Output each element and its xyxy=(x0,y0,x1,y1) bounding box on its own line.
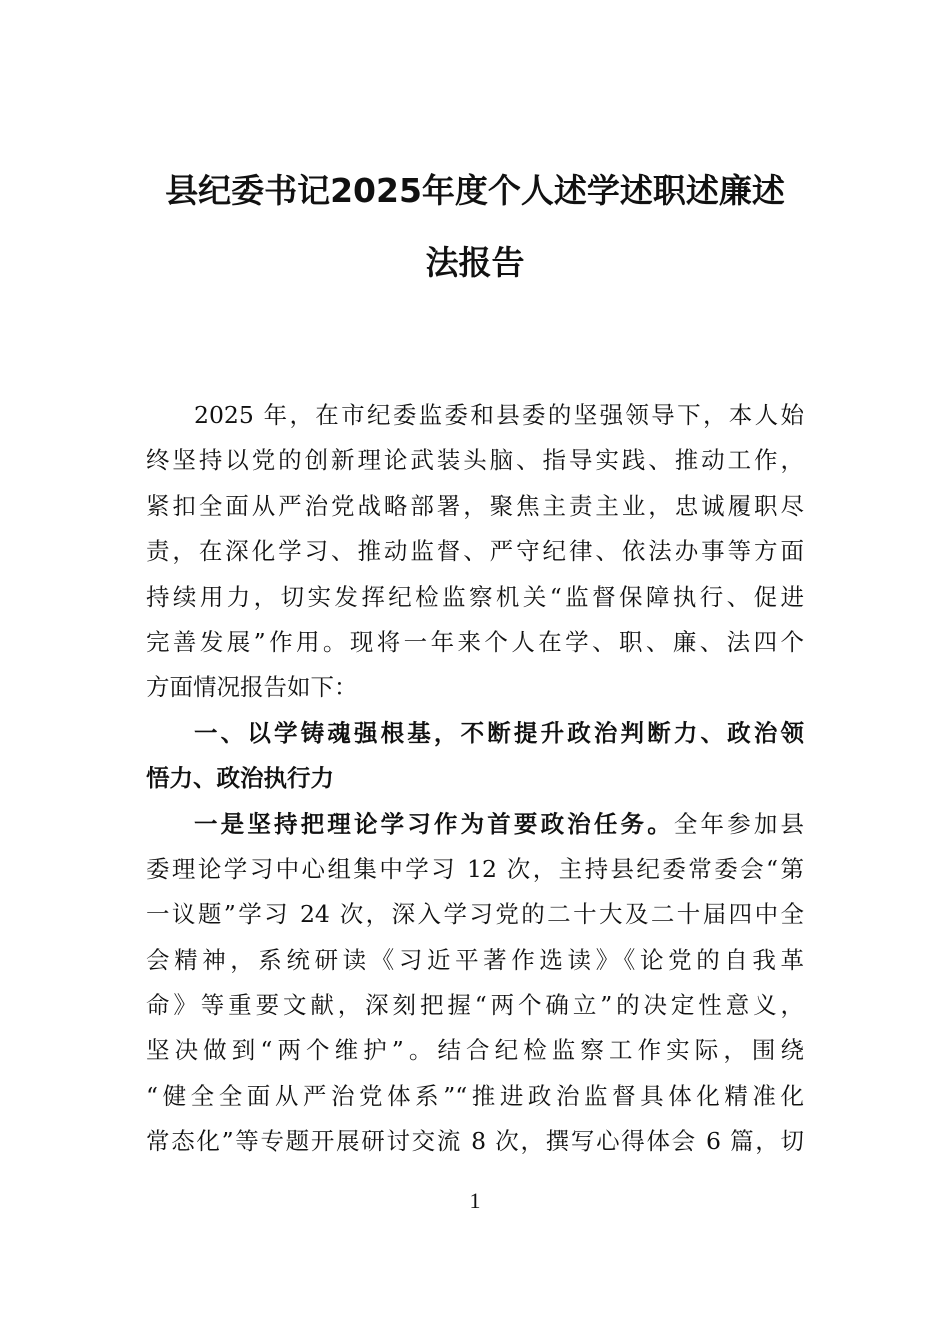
document-title xyxy=(140,165,810,289)
paragraph-line: 终坚持以党的创新理论武装头脑、指导实践、推动工作， xyxy=(146,446,804,475)
title-line-2: 法报告 xyxy=(425,243,525,282)
paragraph-line: 完善发展”作用。现将一年来个人在学、职、廉、法四个 xyxy=(146,627,804,656)
paragraph-line: 一议题”学习 24 次，深入学习党的二十大及二十届四中全 xyxy=(146,900,804,929)
point-lead-text: 一是坚持把理论学习作为首要政治任务。 xyxy=(194,809,674,838)
paragraph-line: “健全全面从严治党体系”“推进政治监督具体化精准化 xyxy=(146,1081,804,1110)
section-heading-line: 悟力、政治执行力 xyxy=(146,764,334,793)
paragraph-line: 坚决做到“两个维护”。结合纪检监察工作实际，围绕 xyxy=(146,1036,804,1065)
section-heading-line: 一、以学铸魂强根基，不断提升政治判断力、政治领 xyxy=(194,718,804,747)
paragraph-line: 会精神，系统研读《习近平著作选读》《论党的自我革 xyxy=(146,945,804,974)
title-line-1: 县纪委书记2025年度个人述学述职述廉述 xyxy=(165,171,785,210)
page-number: 1 xyxy=(469,1188,481,1213)
paragraph-line: 紧扣全面从严治党战略部署，聚焦主责主业，忠诚履职尽 xyxy=(146,491,804,520)
paragraph-line: 委理论学习中心组集中学习 12 次，主持县纪委常委会“第 xyxy=(146,854,804,883)
document-body xyxy=(146,393,804,1165)
paragraph-line: 常态化”等专题开展研讨交流 8 次，撰写心得体会 6 篇，切 xyxy=(146,1127,804,1156)
paragraph-line: 持续用力，切实发挥纪检监察机关“监督保障执行、促进 xyxy=(146,582,804,611)
point-rest-text: 全年参加县 xyxy=(673,809,805,838)
paragraph-line: 命》等重要文献，深刻把握“两个确立”的决定性意义， xyxy=(146,991,804,1020)
paragraph-line: 责，在深化学习、推动监督、严守纪律、依法办事等方面 xyxy=(146,537,804,566)
paragraph-line: 2025 年，在市纪委监委和县委的坚强领导下，本人始 xyxy=(194,401,804,429)
point-first-line xyxy=(146,802,804,847)
paragraph-line: 方面情况报告如下： xyxy=(146,673,358,702)
